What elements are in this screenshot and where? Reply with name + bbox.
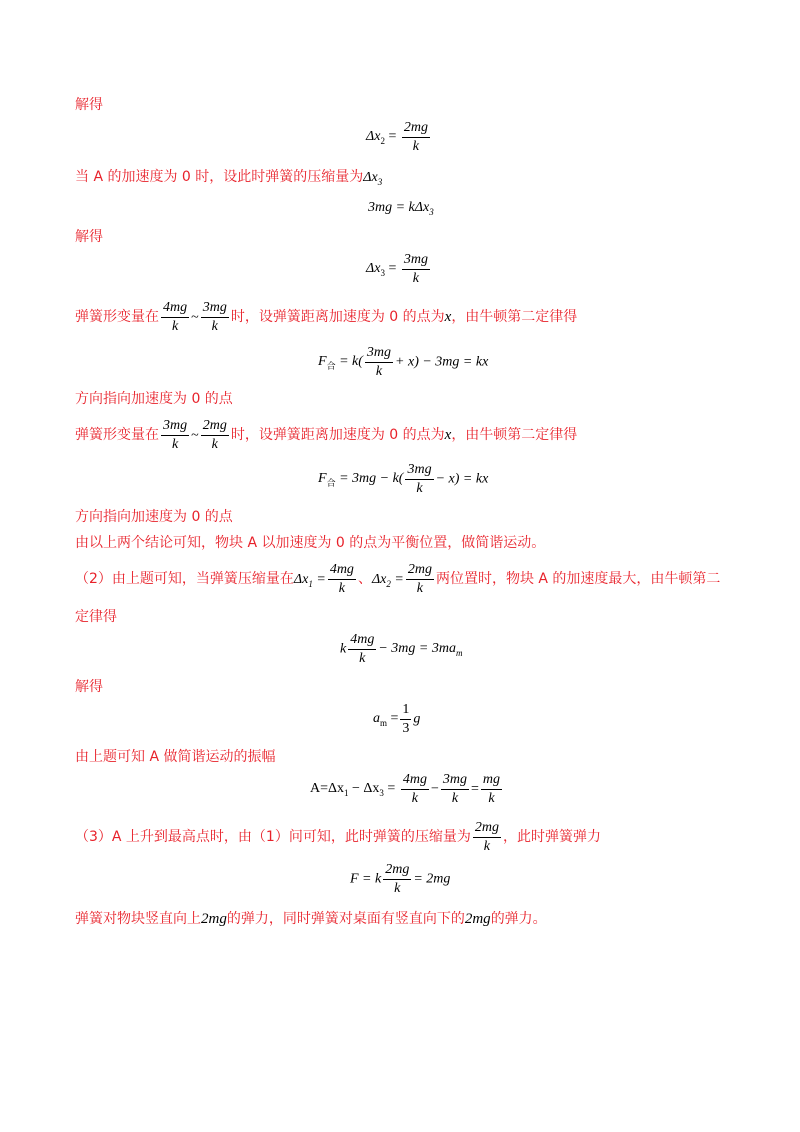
denominator: k (171, 436, 179, 452)
text-part: 弹簧形变量在 (75, 427, 159, 443)
text-part: 弹簧形变量在 (75, 309, 159, 325)
numerator: 2mg (201, 418, 229, 436)
eq-text: − x) = kx (435, 471, 489, 487)
fraction (406, 562, 434, 597)
eq-sub: 3 (379, 787, 384, 798)
text-part: 当 A 的加速度为 0 时，设此时弹簧的压缩量为 (75, 169, 364, 185)
numerator: 4mg (161, 300, 189, 318)
text-line: 方向指向加速度为 0 的点 (75, 391, 233, 407)
text-line (75, 910, 547, 928)
numerator: 3mg (365, 345, 393, 363)
eq-sub: m (380, 717, 388, 728)
denominator: k (359, 651, 366, 666)
text-line (75, 168, 382, 191)
numerator: 4mg (401, 772, 429, 790)
denominator: 3 (402, 721, 410, 736)
eq-text: − (430, 781, 439, 797)
fraction (402, 252, 430, 287)
fraction (201, 300, 229, 335)
fraction (473, 820, 501, 855)
eq-text: Δx (371, 572, 387, 587)
eq-text: = (394, 572, 404, 587)
text-part: 的弹力。 (490, 911, 547, 927)
fraction (481, 772, 502, 807)
text-line (75, 298, 577, 337)
equation-dx2 (366, 120, 432, 155)
denominator: k (211, 436, 218, 452)
eq-sub: 2 (386, 578, 391, 589)
eq-text: = (388, 129, 397, 145)
denominator: k (483, 838, 491, 854)
eq-sub: 3 (377, 176, 383, 187)
eq-text: Δx (366, 129, 381, 145)
fraction (161, 418, 189, 453)
eq-text: = 3mg − k( (339, 470, 404, 486)
denominator: k (338, 580, 345, 596)
eq-text: ~ (191, 428, 199, 443)
eq-sub: 1 (308, 578, 313, 589)
eq-text: = (390, 711, 399, 727)
text-part: 时，设弹簧距离加速度为 0 的点为 (230, 427, 445, 443)
fraction (161, 300, 189, 335)
text-line (75, 416, 577, 455)
inline-math (363, 170, 382, 185)
eq-text: + x) − 3mg = kx (395, 354, 489, 370)
eq-text: − Δx (348, 781, 380, 797)
fraction (441, 772, 469, 807)
denominator: k (375, 364, 383, 379)
numerator: 3mg (161, 418, 189, 436)
numerator: 3mg (441, 772, 469, 790)
text-line: 定律得 (75, 609, 117, 625)
numerator: 3mg (402, 252, 430, 270)
denominator: k (488, 791, 495, 806)
equation-force-2 (318, 462, 488, 497)
denominator: k (412, 139, 420, 154)
denominator: k (211, 318, 218, 334)
fraction (401, 772, 429, 807)
eq-text: = (316, 572, 326, 587)
eq-text: F (318, 470, 327, 486)
text-part: 、 (357, 571, 372, 587)
eq-sub: 3 (429, 206, 434, 217)
text-part: 两位置时，物块 A 的加速度最大，由牛顿第二 (435, 571, 721, 587)
fraction (400, 702, 411, 737)
denominator: k (171, 318, 179, 334)
inline-math: 2mg (201, 911, 227, 927)
text-part: （3）A 上升到最高点时，由（1）问可知，此时弹簧的压缩量为 (75, 829, 471, 845)
numerator: 2mg (406, 562, 434, 580)
text-line: 由上题可知 A 做简谐运动的振幅 (75, 749, 276, 765)
text-line (75, 818, 601, 856)
text-line: 解得 (75, 679, 103, 695)
inline-math: x (444, 427, 452, 443)
numerator: 3mg (201, 300, 229, 318)
equation-force-1 (318, 345, 488, 380)
fraction (402, 120, 430, 155)
equation-amplitude (310, 772, 504, 807)
equation-balance (368, 200, 434, 217)
eq-sub: 合 (326, 361, 336, 372)
denominator: k (412, 271, 420, 286)
eq-text: − 3mg = 3ma (378, 641, 456, 657)
equation-dx3 (366, 252, 432, 287)
fraction (348, 632, 376, 667)
numerator: 2mg (383, 862, 411, 880)
text-part: ，此时弹簧弹力 (502, 829, 601, 845)
eq-text: = (470, 781, 479, 797)
text-line: 方向指向加速度为 0 的点 (75, 509, 233, 525)
fraction (201, 418, 229, 453)
text-line: 解得 (75, 97, 103, 113)
numerator: 4mg (348, 632, 376, 650)
numerator: 2mg (473, 820, 501, 838)
eq-text: Δx (293, 572, 309, 587)
eq-text: g (413, 711, 421, 727)
numerator: 1 (400, 702, 411, 720)
denominator: k (416, 481, 423, 496)
denominator: k (416, 580, 423, 596)
text-part: ，由牛顿第二定律得 (451, 427, 578, 443)
eq-text: A=Δx (310, 781, 345, 797)
eq-sub: 2 (380, 135, 385, 146)
eq-text: = (383, 781, 399, 797)
eq-sub: m (455, 647, 463, 658)
inline-math (294, 572, 326, 587)
inline-math (372, 572, 404, 587)
fraction (405, 462, 433, 497)
eq-text: k (340, 641, 347, 657)
eq-text: ~ (191, 310, 199, 325)
numerator: mg (481, 772, 502, 790)
inline-math: x (444, 309, 452, 325)
text-part: ，由牛顿第二定律得 (451, 309, 578, 325)
eq-text: = (388, 261, 397, 277)
text-part: （2）由上题可知，当弹簧压缩量在 (75, 571, 294, 587)
equation-am (373, 702, 420, 737)
text-part: 时，设弹簧距离加速度为 0 的点为 (230, 309, 445, 325)
equation-max-accel (340, 632, 462, 667)
eq-text: a (373, 711, 380, 727)
eq-text: Δx (363, 170, 378, 185)
denominator: k (451, 791, 459, 806)
equation-spring-force (350, 862, 450, 897)
eq-text: F (318, 353, 327, 369)
text-line: 解得 (75, 229, 103, 245)
denominator: k (411, 791, 418, 806)
numerator: 3mg (405, 462, 433, 480)
eq-text: = 2mg (413, 871, 451, 887)
numerator: 4mg (328, 562, 356, 580)
eq-sub: 3 (380, 267, 385, 278)
eq-text: Δx (366, 261, 381, 277)
eq-text: F = k (350, 871, 382, 887)
text-part: 弹簧对物块竖直向上 (75, 911, 201, 927)
eq-text: 3mg = kΔx (368, 200, 430, 215)
fraction (383, 862, 411, 897)
eq-text: = k( (339, 353, 363, 369)
fraction (365, 345, 393, 380)
inline-math: 2mg (464, 911, 491, 927)
fraction (328, 562, 356, 597)
text-line: 由以上两个结论可知，物块 A 以加速度为 0 的点为平衡位置，做简谐运动。 (75, 535, 546, 551)
numerator: 2mg (402, 120, 430, 138)
text-part: 的弹力，同时弹簧对桌面有竖直向下的 (226, 911, 465, 927)
denominator: k (394, 881, 401, 896)
eq-sub: 合 (326, 478, 336, 489)
text-line (75, 560, 720, 603)
eq-sub: 1 (344, 787, 349, 798)
